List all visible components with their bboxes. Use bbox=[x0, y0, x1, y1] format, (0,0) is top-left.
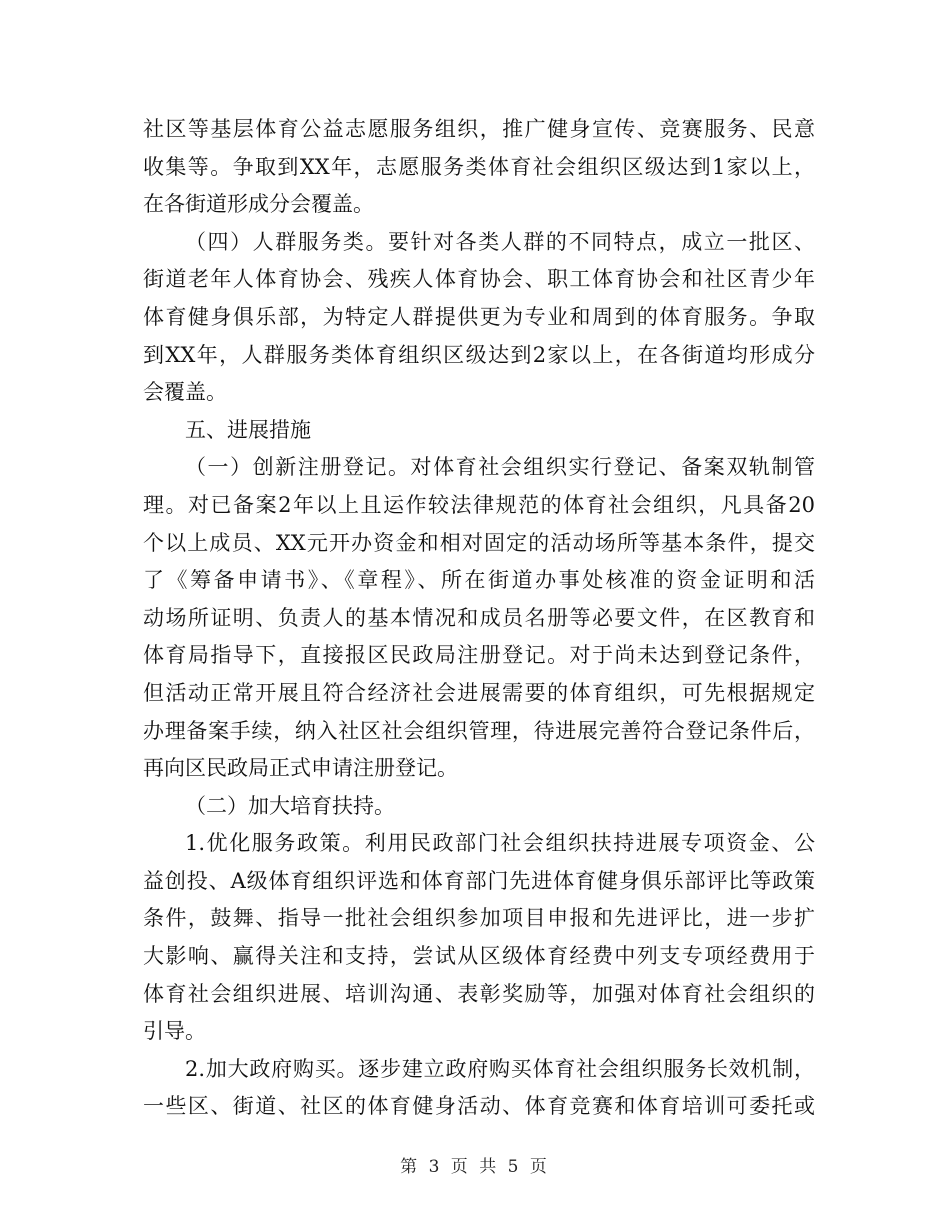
text-line: 体育社会组织进展、培训沟通、表彰奖励等，加强对体育社会组织的 bbox=[143, 981, 815, 1006]
subsection-heading: （二）加大培育扶持。 bbox=[185, 793, 395, 818]
text-line: 益创投、A级体育组织评选和体育部门先进体育健身俱乐部评比等政策 bbox=[143, 868, 815, 893]
page-number-footer: 第 3 页 共 5 页 bbox=[400, 1157, 550, 1177]
text-line: 2.加大政府购买。逐步建立政府购买体育社会组织服务长效机制， bbox=[185, 1056, 815, 1081]
section-heading: 五、进展措施 bbox=[185, 417, 311, 442]
text-line: 再向区民政局正式申请注册登记。 bbox=[143, 756, 458, 781]
text-line: 条件，鼓舞、指导一批社会组织参加项目申报和先进评比，进一步扩 bbox=[143, 906, 815, 931]
text-line: 了《筹备申请书》、《章程》、所在街道办事处核准的资金证明和活 bbox=[143, 568, 815, 593]
text-line: 个以上成员、XX元开办资金和相对固定的活动场所等基本条件，提交 bbox=[143, 530, 815, 555]
text-line: 收集等。争取到XX年，志愿服务类体育社会组织区级达到1家以上， bbox=[143, 154, 815, 179]
text-line: 但活动正常开展且符合经济社会进展需要的体育组织，可先根据规定 bbox=[143, 680, 815, 705]
text-line: 一些区、街道、社区的体育健身活动、体育竞赛和体育培训可委托或 bbox=[143, 1094, 815, 1119]
text-line: 大影响、赢得关注和支持，尝试从区级体育经费中列支专项经费用于 bbox=[143, 944, 815, 969]
text-line: 理。对已备案2年以上且运作较法律规范的体育社会组织，凡具备20 bbox=[143, 492, 815, 517]
text-line: （一）创新注册登记。对体育社会组织实行登记、备案双轨制管 bbox=[185, 455, 815, 480]
text-line: 会覆盖。 bbox=[143, 380, 227, 405]
text-line: 到XX年，人群服务类体育组织区级达到2家以上，在各街道均形成分 bbox=[143, 342, 815, 367]
text-line: 体育局指导下，直接报区民政局注册登记。对于尚未达到登记条件， bbox=[143, 643, 815, 668]
document-body bbox=[143, 111, 815, 1126]
text-line: 办理备案手续，纳入社区社会组织管理，待进展完善符合登记条件后， bbox=[143, 718, 815, 743]
text-line: 引导。 bbox=[143, 1019, 206, 1044]
text-line: 在各街道形成分会覆盖。 bbox=[143, 192, 374, 217]
text-line: 动场所证明、负责人的基本情况和成员名册等必要文件，在区教育和 bbox=[143, 605, 815, 630]
text-line: 社区等基层体育公益志愿服务组织，推广健身宣传、竞赛服务、民意 bbox=[143, 117, 815, 141]
text-line: 街道老年人体育协会、残疾人体育协会、职工体育协会和社区青少年 bbox=[143, 267, 815, 292]
text-line: 体育健身俱乐部，为特定人群提供更为专业和周到的体育服务。争取 bbox=[143, 304, 815, 329]
text-line: 1.优化服务政策。利用民政部门社会组织扶持进展专项资金、公 bbox=[185, 831, 815, 856]
text-line: （四）人群服务类。要针对各类人群的不同特点，成立一批区、 bbox=[185, 229, 815, 254]
